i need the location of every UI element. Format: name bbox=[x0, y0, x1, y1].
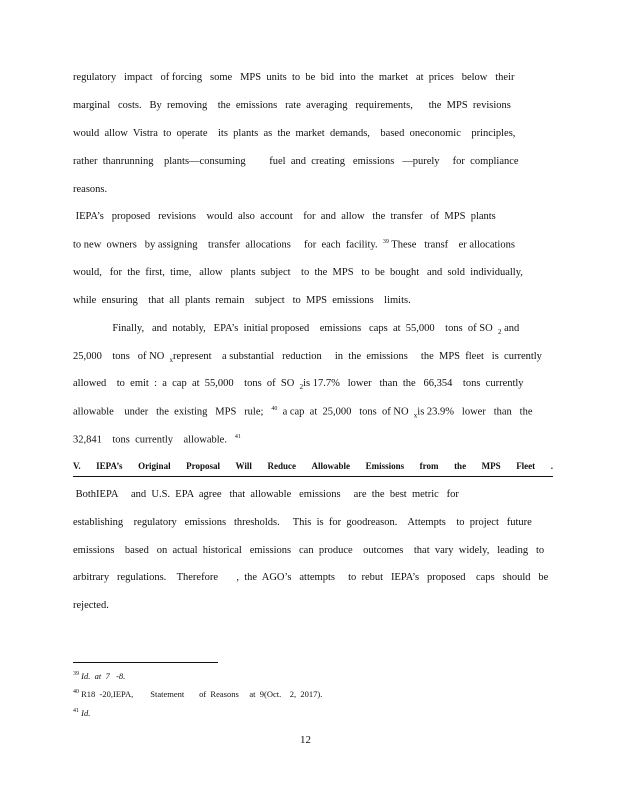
body-line: would allow Vistra to operate its plants as the market demands, based oneconomic principles, bbox=[73, 128, 516, 139]
body-line: marginal costs. By removing the emissions rate averaging requirements, the MPS revisions bbox=[73, 100, 511, 111]
footnote-ref-39[interactable]: 39 bbox=[382, 239, 389, 245]
section-heading: V. IEPA’s Original Proposal Will Reduce Allowable Emissions from the MPS Fleet . bbox=[73, 461, 553, 471]
footnote-40: $^{40}$ R18 -20,IEPA, Statement of Reasons at 9(Oct. 2, 2017). bbox=[73, 689, 323, 699]
body-line: reasons. bbox=[73, 184, 108, 195]
footnote-ref-41[interactable]: 41 bbox=[234, 434, 241, 440]
footnote-separator bbox=[73, 662, 218, 663]
body-line: Finally, and notably, EPA’s initial proposed emissions caps at 55,000 tons of SO $_2$ and bbox=[73, 323, 520, 337]
body-line: arbitrary regulations. Therefore , the AGO’s attempts to rebut IEPA’s proposed caps should be bbox=[73, 572, 549, 583]
body-line: rather thanrunning plants—consuming fuel and creating emissions —purely for compliance bbox=[73, 156, 519, 167]
body-line: allowed to emit : a cap at 55,000 tons of SO $_2$is 17.7% lower than the 66,354 tons currently bbox=[73, 378, 524, 392]
body-line: would, for the first, time, allow plants subject to the MPS to be bought and sold individually, bbox=[73, 267, 523, 278]
footnote-39: $^{39}$ Id. at 7 -8. bbox=[73, 671, 126, 681]
body-line: allowable under the existing MPS rule; $^{40}$ a cap at 25,000 tons of NO $_x$is 23.9% lower than the bbox=[73, 406, 533, 420]
body-line: regulatory impact of forcing some MPS units to be bid into the market at prices below their bbox=[73, 72, 515, 83]
body-line: while ensuring that all plants remain subject to MPS emissions limits. bbox=[73, 295, 411, 306]
body-line: 25,000 tons of NO $_x$represent a substantial reduction in the emissions the MPS fleet is currently bbox=[73, 351, 542, 365]
body-line: 32,841 tons currently allowable. $^{41}$ bbox=[73, 434, 241, 446]
page-number: 12 bbox=[300, 734, 311, 746]
body-line: establishing regulatory emissions thresholds. This is for goodreason. Attempts to project future bbox=[73, 517, 532, 528]
body-line: IEPA’s proposed revisions would also account for and allow the transfer of MPS plants bbox=[73, 211, 496, 222]
body-line: emissions based on actual historical emissions can produce outcomes that vary widely, leading to bbox=[73, 545, 545, 556]
footnote-41: $^{41}$ Id. bbox=[73, 708, 91, 718]
body-line: rejected. bbox=[73, 600, 109, 611]
body-line: to new owners by assigning transfer allocations for each facility. $^{39}$ These transf er allocations bbox=[73, 239, 515, 251]
body-line: BothIEPA and U.S. EPA agree that allowable emissions are the best metric for bbox=[73, 489, 459, 500]
heading-underline bbox=[73, 476, 553, 477]
footnote-ref-40[interactable]: 40 bbox=[271, 406, 278, 412]
